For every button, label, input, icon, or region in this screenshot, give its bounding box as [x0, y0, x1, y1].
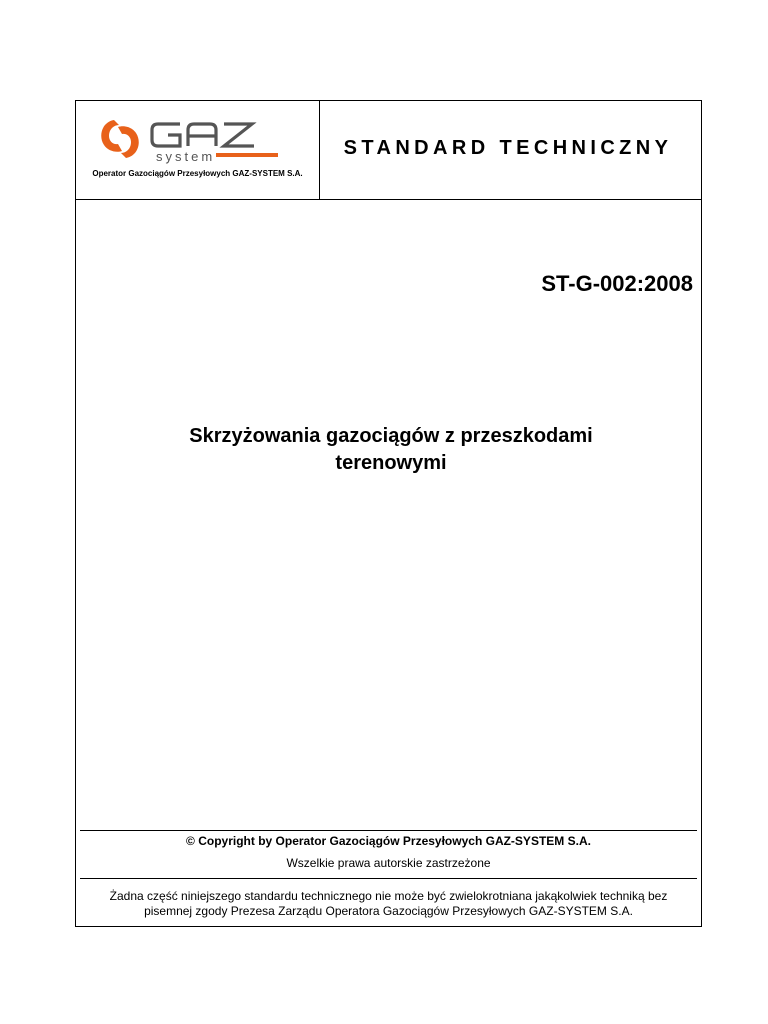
notice-line-2: pisemnej zgody Prezesa Zarządu Operatora Gazociągów Przesyłowych GAZ-SYSTEM S.A. [144, 904, 633, 918]
logo-cell [76, 101, 320, 199]
copyright-line: © Copyright by Operator Gazociągów Przesyłowych GAZ-SYSTEM S.A. [186, 834, 591, 848]
document-type-heading: STANDARD TECHNICZNY [343, 137, 673, 159]
header-table [76, 101, 701, 200]
document-code: ST-G-002:2008 [541, 271, 693, 296]
logo-caption: Operator Gazociągów Przesyłowych GAZ-SYSTEM S.A. [92, 169, 303, 178]
gaz-system-logo [96, 114, 301, 164]
notice-line-1: Żadna część niniejszego standardu technicznego nie może być zwielokrotniana jakąkolwiek techniką bez [109, 889, 668, 903]
reproduction-notice [80, 878, 697, 919]
cover-frame [75, 100, 702, 927]
logo-subtext: system [156, 149, 216, 164]
document-title [116, 423, 666, 477]
document-title-line-1: Skrzyżowania gazociągów z przeszkodami [189, 425, 593, 447]
copyright-footer [80, 830, 697, 919]
rights-reserved-line: Wszelkie prawa autorskie zastrzeżone [286, 856, 491, 870]
document-title-line-2: terenowymi [335, 452, 447, 474]
